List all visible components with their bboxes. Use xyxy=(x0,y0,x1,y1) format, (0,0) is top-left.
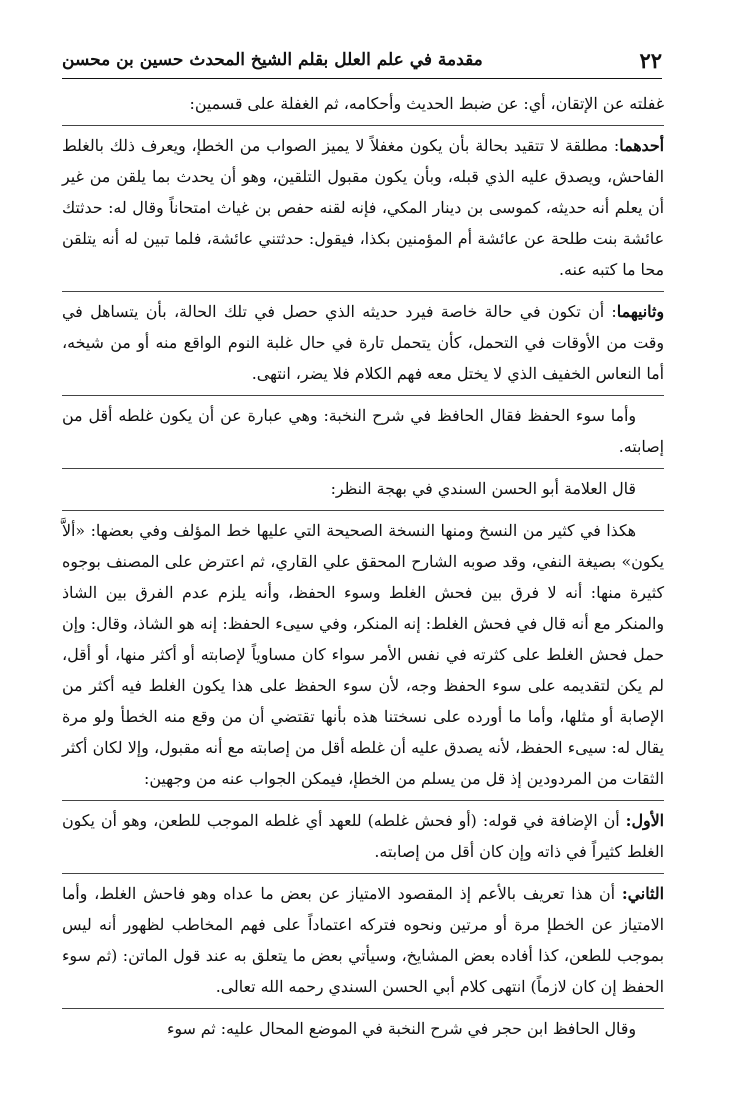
paragraph-text: : مطلقة لا تتقيد بحالة بأن يكون مغفلاً لا يميز الصواب من الخطإ، ويعرف ذلك بالغلط الفاحش، ويصدق عليه الذي قبله، وبأن يكون مقبول التلقين، وهو أن يحدث بما يلقن من غير أن يعلم أنه حديثه، كموسى بن دينار المكي، فإنه لقنه حفص بن غياث امتحاناً وقال له: حدثتك عائشة بنت طلحة عن عائشة أم المؤمنين بكذا، فيقول: حدثتني عائشة، فلما تبين له أنه يتلقن محا ما كتبه عنه. xyxy=(62,136,664,279)
paragraph-text: أن الإضافة في قوله: (أو فحش غلطه) للعهد أي غلطه الموجب للطعن، وهو أن يكون الغلط كثيراً في ذاته وإن كان أقل من إصابته. xyxy=(62,811,664,861)
page-body xyxy=(62,88,664,1044)
paragraph-first-type xyxy=(62,130,664,285)
paragraph-second-type xyxy=(62,296,664,389)
running-title: مقدمة في علم العلل بقلم الشيخ المحدث حسين بن محسن xyxy=(62,50,483,70)
paragraph-text: وقال الحافظ ابن حجر في شرح النخبة في الموضع المحال عليه: ثم سوء xyxy=(166,1019,636,1038)
paragraph-bad-memory xyxy=(62,400,664,462)
paragraph-text: قال العلامة أبو الحسن السندي في بهجة النظر: xyxy=(330,479,636,498)
paragraph-second-answer xyxy=(62,878,664,1002)
paragraph-divider xyxy=(62,125,664,126)
paragraph-divider xyxy=(62,291,664,292)
page-number: ٢٢ xyxy=(639,47,662,73)
paragraph-text: وأما سوء الحفظ فقال الحافظ في شرح النخبة: وهي عبارة عن أن يكون غلطه أقل من إصابته. xyxy=(62,406,664,456)
paragraph-ibn-hajar xyxy=(62,1013,664,1044)
paragraph-first-answer xyxy=(62,805,664,867)
paragraph-text: : أن تكون في حالة خاصة فيرد حديثه الذي حصل في تلك الحالة، بأن يتساهل في وقت من الأوقات في التحمل، كأن يتحمل تارة في حال غلبة النوم الواقع منه أو من شيخه، أما النعاس الخفيف الذي لا يختل معه فهم الكلام فلا يضر، انتهى. xyxy=(62,302,664,383)
paragraph-intro xyxy=(62,88,664,119)
paragraph-sindi-quote-intro xyxy=(62,473,664,504)
paragraph-lead: وثانيهما xyxy=(616,302,664,321)
paragraph-text: أن هذا تعريف بالأعم إذ المقصود الامتياز عن بعض ما عداه وهو فاحش الغلط، وأما الامتياز عن الخطإ مرة أو مرتين ونحوه فتركه اعتماداً على فهم المخاطب لظهور أنه ليس بموجب للطعن، كذا أفاده بعض المشايخ، وسيأتي بعض ما يتعلق به عند قول الماتن: (ثم سوء الحفظ إن كان لازماً) انتهى كلام أبي الحسن السندي رحمه الله تعالى. xyxy=(62,884,664,996)
running-header xyxy=(62,42,662,79)
paragraph-text: غفلته عن الإتقان، أي: عن ضبط الحديث وأحكامه، ثم الغفلة على قسمين: xyxy=(189,94,664,113)
paragraph-divider xyxy=(62,395,664,396)
paragraph-lead: أحدهما xyxy=(619,136,664,155)
paragraph-divider xyxy=(62,468,664,469)
paragraph-sindi-quote xyxy=(62,515,664,794)
paragraph-divider xyxy=(62,510,664,511)
paragraph-lead: الثاني: xyxy=(621,884,664,903)
paragraph-divider xyxy=(62,873,664,874)
paragraph-divider xyxy=(62,1008,664,1009)
paragraph-lead: الأول: xyxy=(625,811,664,830)
paragraph-text: هكذا في كثير من النسخ ومنها النسخة الصحيحة التي عليها خط المؤلف وفي بعضها: «ألاَّ يكون» بصيغة النفي، وقد صوبه الشارح المحقق علي القاري، ثم اعترض على المصنف بوجوه كثيرة منها: أنه لا فرق بين فحش الغلط وسوء الحفظ، وأنه يلزم عدم الفرق بين الشاذ والمنكر مع أنه قال في فحش الغلط: إنه المنكر، وفي سيىء الحفظ: إنه هو الشاذ، وقال: وإن حمل فحش الغلط على كثرته في نفس الأمر سواء كان مساوياً لإصابته أو أكثر منها، أو أقل، لم يكن لتقديمه على سوء الحفظ وجه، لأن سوء الحفظ على هذا يكون الغلط فيه أكثر من الإصابة أو مثلها، وأما ما أورده على نسختنا هذه بأنها تقتضي أن من وقع منه الخطأ ولو مرة يقال له: سيىء الحفظ، لأنه يصدق عليه أن غلطه أقل من إصابته مع أنه مقبول، وإلا لكان أكثر الثقات من المردودين إذ قل من يسلم من الخطإ، فيمكن الجواب عنه من وجهين: xyxy=(62,521,665,788)
paragraph-divider xyxy=(62,800,664,801)
